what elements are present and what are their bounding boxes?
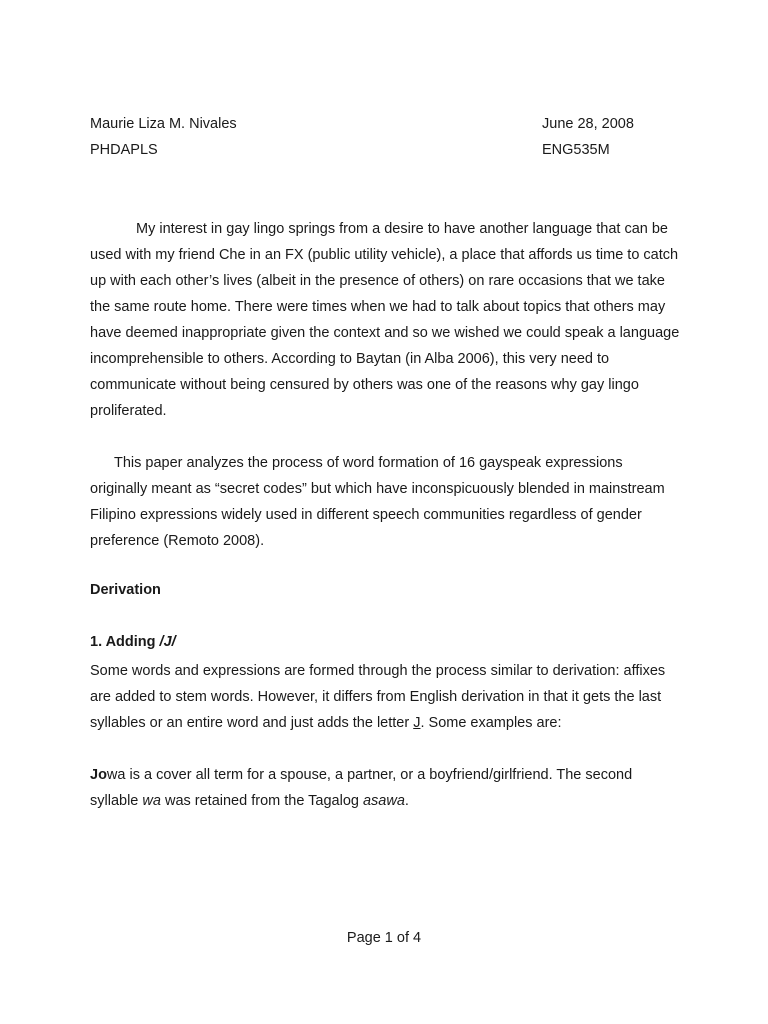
submission-date: June 28, 2008 <box>542 116 634 132</box>
derivation-text-part2: . Some examples are: <box>420 715 562 731</box>
derivation-paragraph <box>90 658 680 736</box>
header-row-1 <box>90 116 680 136</box>
subsection-heading-prefix: 1. Adding <box>90 634 160 650</box>
scope-paragraph: This paper analyzes the process of word formation of 16 gayspeak expressions originally meant as “secret codes” but which have inconspicuously blended in mainstream Filipino expressions widely used in different speech communities regardless of gender preference (Remoto 2008). <box>90 455 665 549</box>
intro-paragraph: My interest in gay lingo springs from a desire to have another language that can be used with my friend Che in an FX (public utility vehicle), a place that affords us time to catch up with each other’s lives (albeit in the presence of others) on rare occasions that we take the same route home. There were times when we had to talk about topics that others may have deemed inappropriate given the context and so we wished we could speak a language incomprehensible to others. According to Baytan (in Alba 2006), this very need to communicate without being censured by others was one of the reasons why gay lingo proliferated. <box>90 221 680 419</box>
example-italic-syllable: wa <box>142 793 161 809</box>
header-row-2 <box>90 142 680 162</box>
example-paragraph-jowa <box>90 762 680 814</box>
page-number-footer: Page 1 of 4 <box>346 930 422 946</box>
subsection-heading-adding-j <box>90 634 176 650</box>
program-code: PHDAPLS <box>90 142 158 158</box>
example-text-end: . <box>404 793 409 809</box>
section-heading-derivation: Derivation <box>90 582 161 598</box>
example-italic-word: asawa <box>362 793 405 809</box>
example-text-mid: was retained from the Tagalog <box>160 793 363 809</box>
course-code: ENG535M <box>542 142 610 158</box>
example-bold-prefix: Jo <box>90 767 107 783</box>
subsection-heading-letter: /J/ <box>159 634 176 650</box>
example-text-rest: wa is a cover all term for a spouse, a partner, or a boyfriend/girlfriend. The second syllable <box>90 767 633 809</box>
author-name: Maurie Liza M. Nivales <box>90 116 237 132</box>
derivation-letter-j: J <box>413 715 421 731</box>
derivation-text-part1: Some words and expressions are formed through the process similar to derivation: affixes are added to stem words. However, it differs from English derivation in that it gets the last syllables or an entire word and just adds the letter <box>90 663 666 731</box>
